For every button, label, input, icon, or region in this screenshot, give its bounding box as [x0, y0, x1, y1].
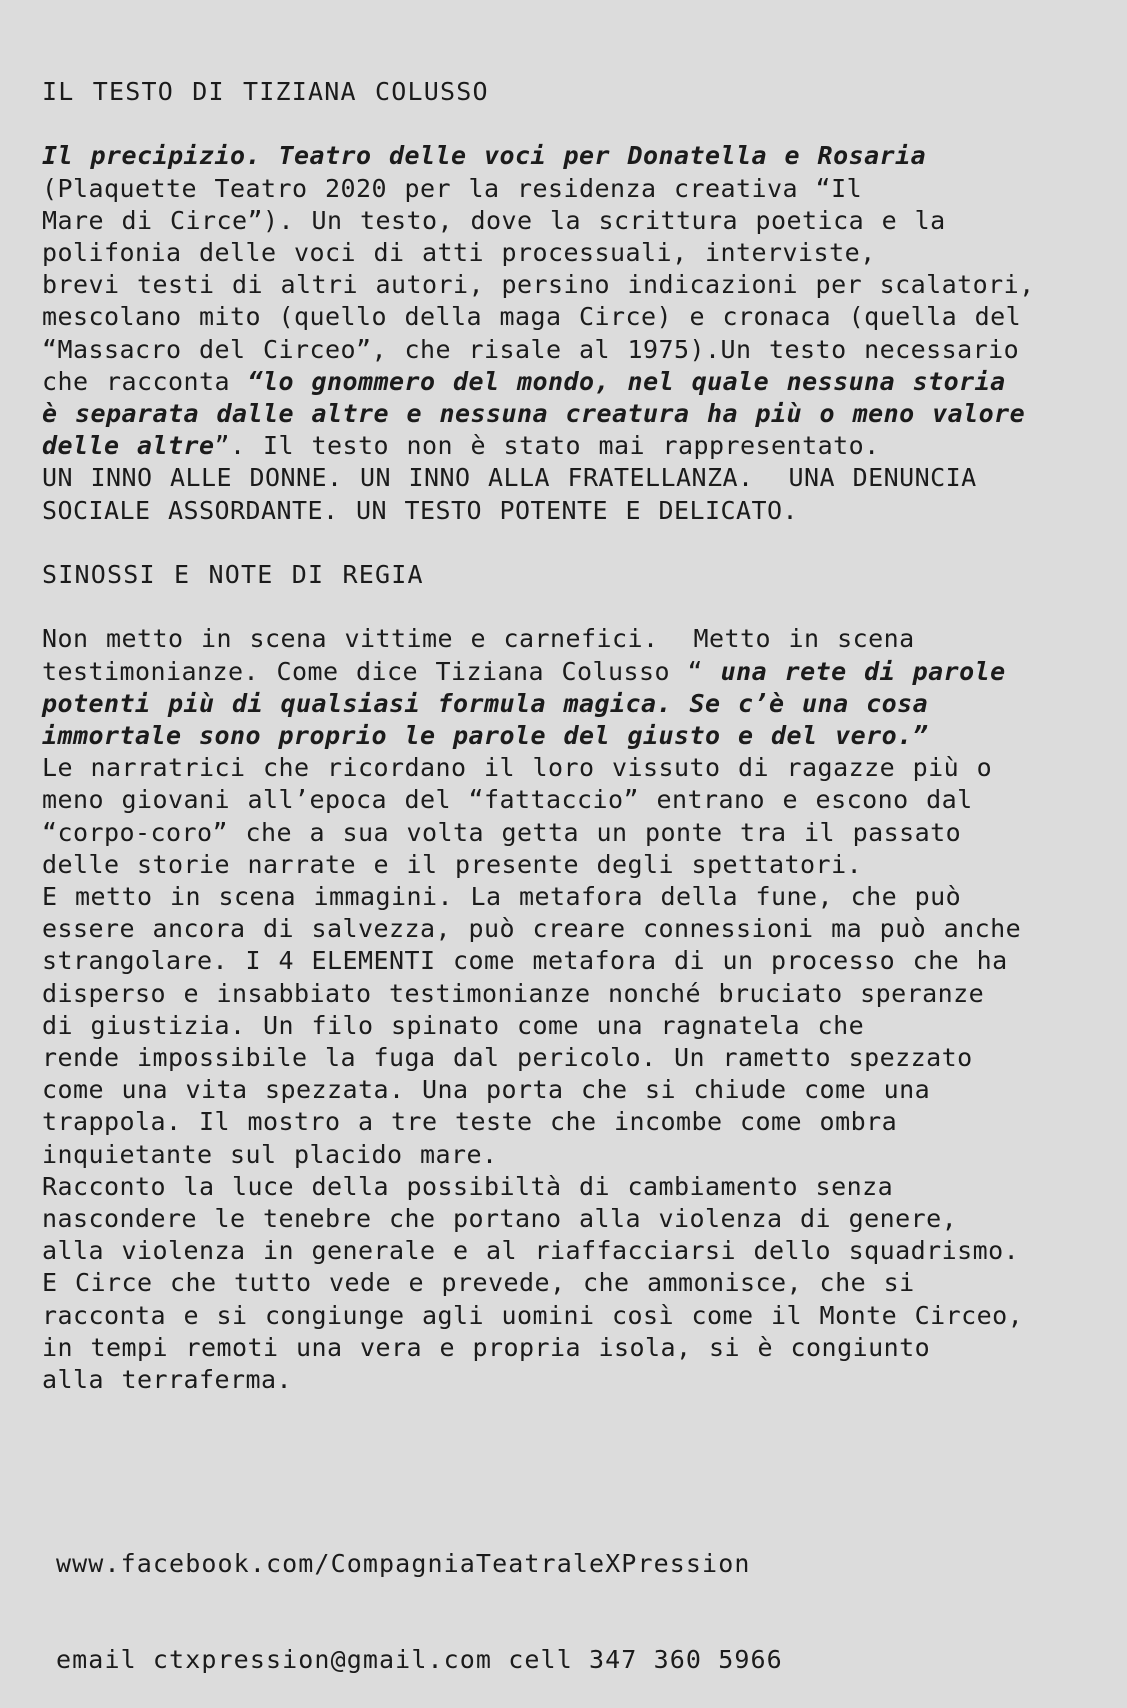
text-segment: in tempi remoti una vera e propria isola, si è congiunto — [42, 1332, 931, 1362]
text-segment: UN INNO ALLE DONNE. UN INNO ALLA FRATELLANZA. UNA DENUNCIA — [42, 463, 977, 493]
section-heading-testo: IL TESTO DI TIZIANA COLUSSO — [42, 77, 489, 106]
text-segment: “corpo-coro” che a sua volta getta un ponte tra il passato — [42, 817, 962, 847]
text-segment: “Massacro del Circeo”, che risale al 1975).Un testo necessario — [42, 334, 1020, 364]
text-segment: brevi testi di altri autori, persino indicazioni per scalatori, — [42, 270, 1035, 300]
text-segment: ”. Il testo non è stato mai rappresentato. — [214, 431, 880, 461]
text-line — [42, 1364, 1102, 1396]
text-segment: alla violenza in generale e al riaffacciarsi dello squadrismo. — [42, 1236, 1020, 1266]
text-line — [42, 366, 1102, 398]
text-line — [42, 817, 1102, 849]
emphasized-text: è separata dalle altre e nessuna creatura ha più o meno valore — [42, 399, 1026, 429]
text-line — [42, 784, 1102, 816]
emphasized-text: Il precipizio. Teatro delle voci per Donatella e Rosaria — [42, 141, 927, 171]
text-line — [42, 720, 1102, 752]
contact-line: email ctxpression@gmail.com cell 347 360 5966 — [56, 1645, 783, 1674]
text-segment: E metto in scena immagini. La metafora della fune, che può — [42, 882, 962, 912]
text-line — [42, 1300, 1102, 1332]
text-segment: essere ancora di salvezza, può creare connessioni ma può anche — [42, 914, 1022, 944]
text-segment: inquietante sul placido mare. — [42, 1139, 498, 1169]
text-line — [42, 430, 1102, 462]
text-line — [42, 269, 1102, 301]
text-line — [42, 237, 1102, 269]
text-segment: delle storie narrate e il presente degli spettatori. — [42, 849, 863, 879]
text-segment: strangolare. I 4 ELEMENTI come metafora di un processo che ha — [42, 946, 1008, 976]
text-line — [42, 1010, 1102, 1042]
text-line — [42, 656, 1102, 688]
text-segment: rende impossibile la fuga dal pericolo. Un rametto spezzato — [42, 1043, 973, 1073]
text-line — [42, 1106, 1102, 1138]
text-segment: come una vita spezzata. Una porta che si chiude come una — [42, 1075, 931, 1105]
text-segment: testimonianze. Come dice Tiziana Colusso “ — [42, 656, 721, 686]
document-page — [42, 76, 1102, 1396]
text-segment: disperso e insabbiato testimonianze nonché bruciato speranze — [42, 978, 985, 1008]
text-segment: che racconta — [42, 366, 248, 396]
text-segment: meno giovani all’epoca del “fattaccio” entrano e escono dal — [42, 785, 973, 815]
section-body-testo — [42, 140, 1102, 526]
text-line — [42, 1332, 1102, 1364]
spacer — [42, 527, 1102, 559]
text-line — [42, 173, 1102, 205]
text-segment: di giustizia. Un filo spinato come una ragnatela che — [42, 1010, 865, 1040]
text-line — [42, 623, 1102, 655]
text-segment: alla terraferma. — [42, 1365, 293, 1395]
text-line — [42, 334, 1102, 366]
emphasized-text: delle altre — [42, 431, 215, 461]
text-line — [42, 398, 1102, 430]
emphasized-text: una rete di parole — [720, 656, 1006, 686]
text-segment: nascondere le tenebre che portano alla violenza di genere, — [42, 1204, 958, 1234]
spacer — [42, 591, 1102, 623]
text-line — [42, 945, 1102, 977]
facebook-link[interactable]: www.facebook.com/CompagniaTeatraleXPression — [56, 1549, 751, 1578]
section-body-sinossi — [42, 623, 1102, 1396]
text-segment: (Plaquette Teatro 2020 per la residenza creativa “Il — [42, 173, 863, 203]
text-line — [42, 495, 1102, 527]
text-segment: SOCIALE ASSORDANTE. UN TESTO POTENTE E DELICATO. — [42, 495, 799, 525]
text-line — [42, 1139, 1102, 1171]
text-segment: Non metto in scena vittime e carnefici. Metto in scena — [42, 624, 915, 654]
text-line — [42, 462, 1102, 494]
text-line — [42, 1267, 1102, 1299]
text-line — [42, 205, 1102, 237]
text-line — [42, 849, 1102, 881]
text-line — [42, 978, 1102, 1010]
text-segment: Le narratrici che ricordano il loro vissuto di ragazze più o — [42, 753, 993, 783]
text-line — [42, 1203, 1102, 1235]
text-line — [42, 1235, 1102, 1267]
text-segment: E Circe che tutto vede e prevede, che ammonisce, che si — [42, 1268, 915, 1298]
text-line — [42, 1171, 1102, 1203]
text-segment: racconta e si congiunge agli uomini così come il Monte Circeo, — [42, 1300, 1024, 1330]
text-segment: Racconto la luce della possibiltà di cambiamento senza — [42, 1171, 894, 1201]
emphasized-text: immortale sono proprio le parole del giusto e del vero.” — [42, 721, 929, 751]
text-line — [42, 881, 1102, 913]
text-line — [42, 301, 1102, 333]
text-line — [42, 1074, 1102, 1106]
emphasized-text: potenti più di qualsiasi formula magica. Se c’è una cosa — [42, 688, 929, 718]
text-line — [42, 688, 1102, 720]
footer-contacts — [56, 1484, 783, 1708]
emphasized-text: “lo gnommero del mondo, nel quale nessuna storia — [247, 366, 1006, 396]
spacer — [42, 108, 1102, 140]
text-line — [42, 752, 1102, 784]
text-segment: Mare di Circe”). Un testo, dove la scrittura poetica e la — [42, 205, 946, 235]
text-line — [42, 913, 1102, 945]
text-line — [42, 1042, 1102, 1074]
text-segment: polifonia delle voci di atti processuali, interviste, — [42, 238, 876, 267]
section-heading-sinossi: SINOSSI E NOTE DI REGIA — [42, 560, 424, 590]
text-segment: mescolano mito (quello della maga Circe) e cronaca (quella del — [42, 302, 1022, 332]
text-line — [42, 140, 1102, 172]
text-segment: trappola. Il mostro a tre teste che incombe come ombra — [42, 1107, 898, 1137]
